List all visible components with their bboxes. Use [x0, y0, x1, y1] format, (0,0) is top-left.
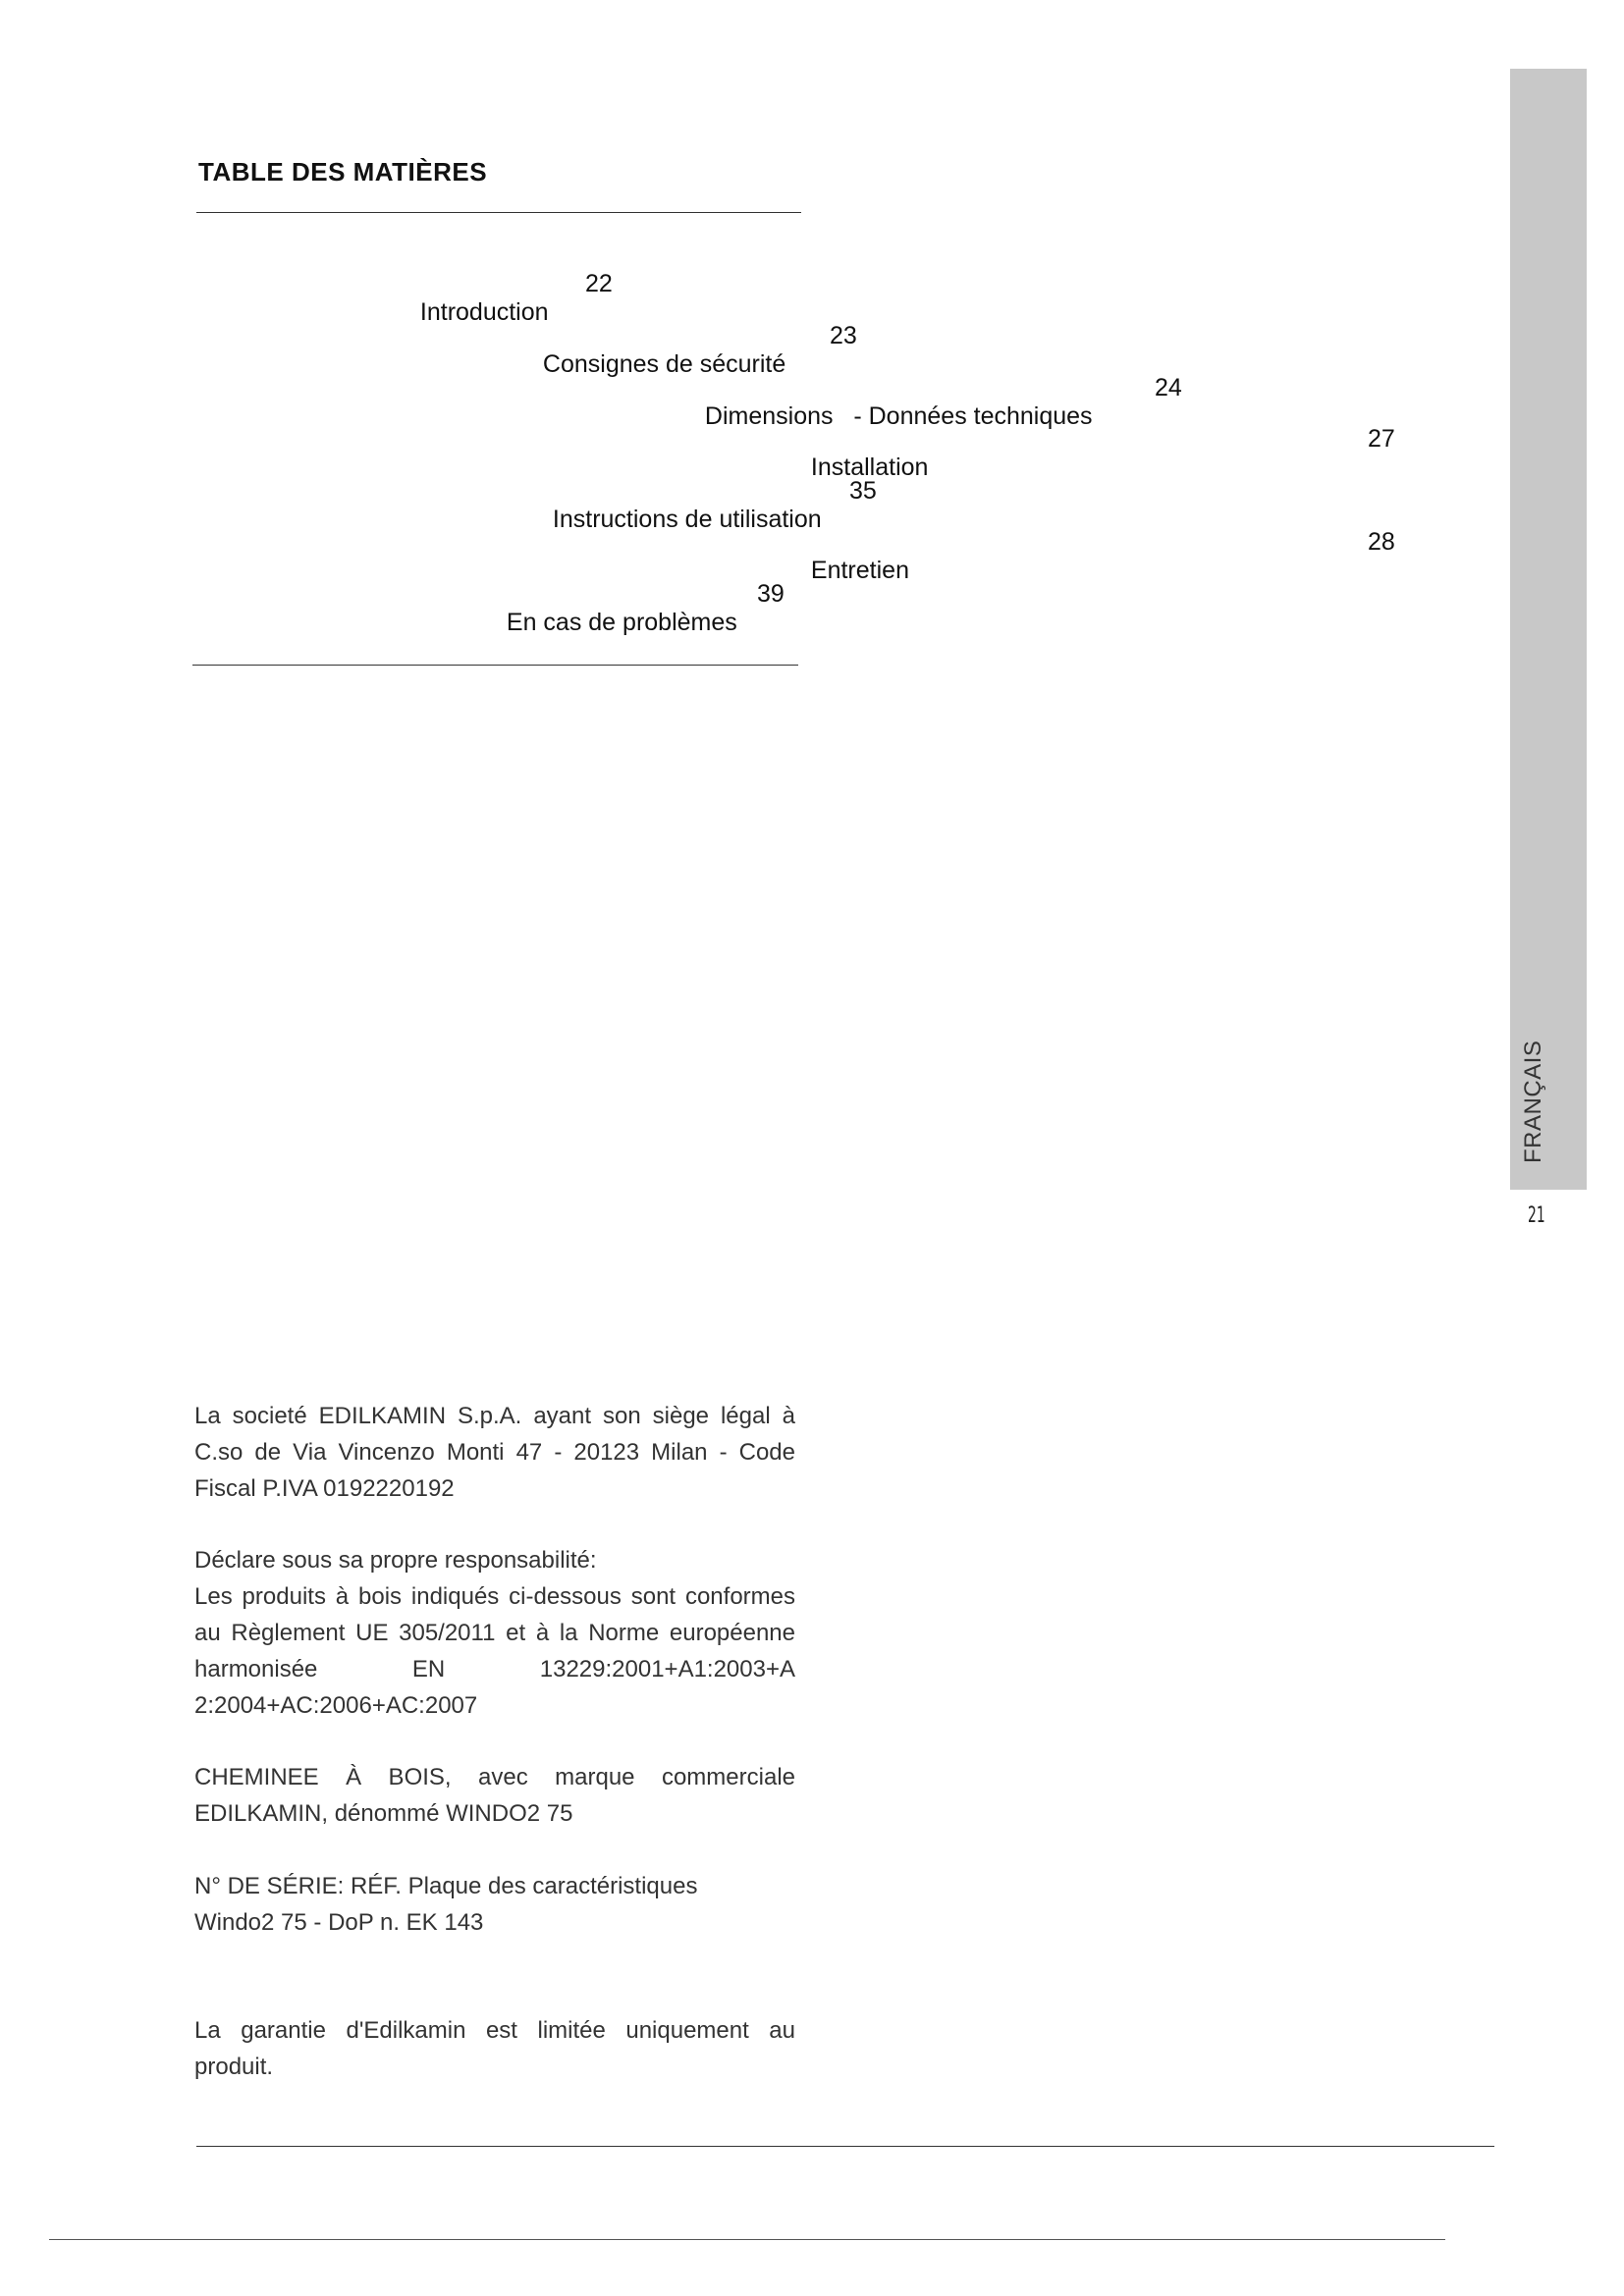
- toc-entry-introduction: [406, 270, 549, 327]
- toc-entry-page: 28: [1368, 528, 1395, 556]
- conformity-paragraph: Les produits à bois indiqués ci-dessous sont conformes au Règlement UE 305/2011 et à la Norme européenne harmonisée EN 13229:2001+A1:2003+A 2:2004+AC:2006+AC:2007: [194, 1583, 795, 1719]
- language-side-tab: [1510, 69, 1587, 1190]
- declaration-warranty: [194, 2012, 795, 2085]
- toc-entry-entretien: [797, 528, 909, 585]
- toc-top-divider: [196, 212, 801, 213]
- serial-line: N° DE SÉRIE: RÉF. Plaque des caractéristiques: [194, 1873, 698, 1899]
- toc-entry-dimensions: [691, 374, 1093, 431]
- toc-entry-installation: [797, 425, 928, 482]
- toc-entry-page: 24: [1155, 374, 1182, 401]
- declaration-company: [194, 1398, 795, 1507]
- toc-entry-problemes: [493, 580, 737, 637]
- toc-entry-label: Entretien: [810, 557, 909, 584]
- product-paragraph: CHEMINEE À BOIS, avec marque commerciale EDILKAMIN, dénommé WINDO2 75: [194, 1764, 795, 1827]
- company-paragraph: La societé EDILKAMIN S.p.A. ayant son siège légal à C.so de Via Vincenzo Monti 47 - 20123 Milan - Code Fiscal P.IVA 0192220192: [194, 1403, 795, 1502]
- toc-entry-page: 35: [849, 477, 877, 505]
- warranty-paragraph: La garantie d'Edilkamin est limitée uniquement au produit.: [194, 2017, 795, 2080]
- toc-entry-consignes: [529, 322, 785, 379]
- declares-heading: Déclare sous sa propre responsabilité:: [194, 1547, 597, 1574]
- toc-entry-page: 23: [830, 322, 857, 349]
- toc-entry-label: Consignes de sécurité: [542, 350, 786, 378]
- toc-entry-label: Introduction: [419, 298, 549, 326]
- page-bottom-edge: [49, 2239, 1445, 2240]
- toc-entry-instructions: [539, 477, 822, 534]
- page-number: 21: [1528, 1203, 1545, 1228]
- toc-entry-page: 22: [585, 270, 613, 297]
- toc-title: TABLE DES MATIÈRES: [198, 157, 488, 187]
- toc-entry-page: 39: [757, 580, 785, 608]
- toc-entry-label: Installation: [810, 454, 929, 481]
- declaration-statement: [194, 1542, 795, 1724]
- declaration-serial: [194, 1868, 795, 1941]
- toc-entry-label: En cas de problèmes: [506, 609, 737, 636]
- language-label: FRANÇAIS: [1520, 1040, 1546, 1163]
- toc-entry-label: Instructions de utilisation: [552, 506, 822, 533]
- dop-line: Windo2 75 - DoP n. EK 143: [194, 1909, 484, 1936]
- toc-entry-page: 27: [1368, 425, 1395, 453]
- toc-bottom-divider: [192, 665, 798, 666]
- footer-divider: [196, 2146, 1494, 2147]
- declaration-product: [194, 1759, 795, 1832]
- toc-entry-label: Dimensions - Données techniques: [704, 402, 1093, 430]
